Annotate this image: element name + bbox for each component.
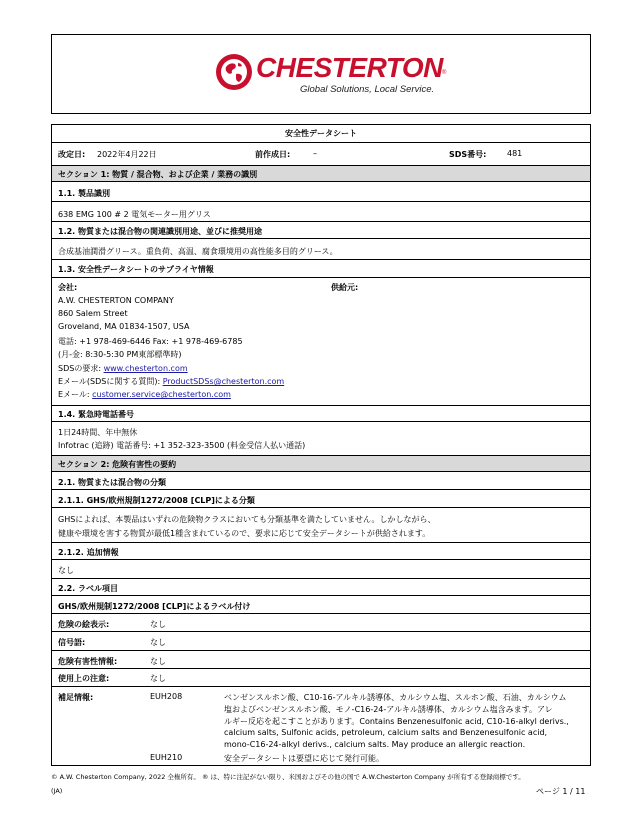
s14-title: 1.4. 緊急時電話番号 — [58, 410, 134, 419]
euh210-text: 安全データシートは要望に応じて発行可能。 — [224, 754, 384, 763]
customer-service-email-link[interactable]: customer.service@chesterton.com — [92, 390, 231, 399]
s13-title: 1.3. 安全性データシートのサプライヤ情報 — [58, 265, 214, 274]
euh208-code: EUH208 — [150, 692, 183, 701]
euh210-code: EUH210 — [150, 753, 183, 762]
euh208-line1: ベンゼンスルホン酸、C10-16-アルキル誘導体、カルシウム塩、スルホン酸、石油、カルシウム — [224, 693, 567, 702]
sds-number-label: SDS番号: — [449, 150, 487, 159]
sds-request-label: SDSの要求: — [58, 364, 104, 373]
company-name: A.W. CHESTERTON COMPANY — [58, 296, 174, 305]
s11-title: 1.1. 製品識別 — [58, 189, 110, 198]
logo-wordmark: CHESTERTON — [256, 52, 443, 83]
company-city: Groveland, MA 01834-1507, USA — [58, 322, 190, 331]
euh208-line3: ルギー反応を起こすことがあります。Contains Benzenesulfonic acid, C10-16-alkyl derivs., — [224, 717, 569, 726]
euh208-line5: mono-C16-24-alkyl derivs., calcium salts. May produce an allergic reaction. — [224, 740, 526, 749]
company-street: 860 Salem Street — [58, 309, 128, 318]
email-row — [58, 389, 596, 400]
s22-subtitle: GHS/欧州規制1272/2008 [CLP]によるラベル付け — [58, 602, 251, 611]
sds-document — [51, 124, 591, 766]
precaution-row — [52, 673, 590, 685]
s211-line2: 健康や環境を害する物質が最低1種含まれているので、要求に応じて安全データシートが供給されます。 — [58, 529, 431, 538]
s212-text: なし — [58, 566, 74, 575]
sds-request-row — [58, 363, 596, 374]
revised-value: 2022年4月22日 — [97, 150, 157, 159]
pictogram-row — [52, 619, 590, 631]
signal-value: なし — [150, 638, 166, 647]
logo-header — [51, 34, 591, 114]
section2-header: セクション 2: 危険有害性の要約 — [58, 460, 177, 469]
precaution-value: なし — [150, 674, 166, 683]
doc-title: 安全性データシート — [285, 129, 357, 138]
email-label: Eメール: — [58, 390, 93, 399]
globe-logo-icon — [214, 52, 254, 92]
company-hours: (月-金: 8:30-5:30 PM東部標準時) — [58, 350, 182, 359]
product-sds-email-link[interactable]: ProductSDSs@chesterton.com — [162, 377, 285, 386]
footer-copyright: © A.W. Chesterton Company, 2022 全権所有。 ® は、特に注記がない限り、米国およびその他の国で A.W.Chesterton Company が所有する登録商標です。 — [51, 773, 525, 781]
email-sds-label: Eメール(SDSに関する質問): — [58, 377, 163, 386]
s14-line2: Infotrac (追跡) 電話番号: +1 352-323-3500 (料金受信人払い通話) — [58, 441, 306, 450]
s21-title: 2.1. 物質または混合物の分類 — [58, 478, 166, 487]
sds-number-value: 481 — [507, 149, 523, 158]
prev-value: – — [313, 149, 317, 158]
website-link[interactable]: www.chesterton.com — [103, 364, 188, 373]
section1-header: セクション 1: 物質 / 混合物、および企業 / 業務の識別 — [58, 170, 258, 179]
company-label: 会社: — [58, 283, 78, 292]
s211-title: 2.1.1. GHS/欧州規制1272/2008 [CLP]による分類 — [58, 496, 255, 505]
s11-text: 638 EMG 100 # 2 電気モーター用グリス — [58, 210, 211, 219]
prev-label: 前作成日: — [255, 150, 291, 159]
s14-line1: 1日24時間、年中無休 — [58, 428, 138, 437]
chesterton-logo — [214, 48, 474, 108]
euh208-line2: 塩およびベンゼンスルホン酸、モノ-C16-24-アルキル誘導体、カルシウム塩含みます。アレ — [224, 705, 553, 714]
logo-tagline: Global Solutions, Local Service. — [300, 84, 435, 95]
signal-row — [52, 637, 590, 649]
meta-row — [52, 149, 590, 161]
hazard-row — [52, 656, 590, 668]
s12-title: 1.2. 物質または混合物の関連識別用途、並びに推奨用途 — [58, 227, 262, 236]
pictogram-label: 危険の絵表示: — [58, 620, 110, 629]
s211-line1: GHSによれば、本製品はいずれの危険物クラスにおいても分類基準を満たしていません。しかしながら、 — [58, 515, 436, 524]
euh208-line4: calcium salts, Sulfonic acids, petroleum, calcium salts and Benzenesulfonic acid, — [224, 728, 548, 737]
footer-page-number: ページ 1 / 11 — [536, 787, 586, 796]
email-sds-row — [58, 376, 596, 387]
hazard-label: 危険有害性情報: — [58, 657, 118, 666]
supplier-label: 供給元: — [331, 283, 359, 292]
s212-title: 2.1.2. 追加情報 — [58, 548, 119, 557]
s12-text: 合成基油潤滑グリース。重負荷、高温、腐食環境用の高性能多目的グリース。 — [58, 247, 338, 256]
company-phone: 電話: +1 978-469-6446 Fax: +1 978-469-6785 — [58, 337, 243, 346]
supplementary-row — [52, 692, 590, 704]
hazard-value: なし — [150, 657, 166, 666]
pictogram-value: なし — [150, 620, 166, 629]
precaution-label: 使用上の注意: — [58, 674, 110, 683]
registered-mark: ® — [442, 70, 447, 76]
s22-title: 2.2. ラベル項目 — [58, 584, 118, 593]
footer-language: (JA) — [51, 787, 63, 795]
signal-label: 信号語: — [58, 638, 86, 647]
company-supplier-row — [52, 282, 590, 294]
euh210-row — [52, 753, 590, 765]
supplementary-label: 補足情報: — [58, 693, 94, 702]
revised-label: 改定日: — [58, 150, 86, 159]
